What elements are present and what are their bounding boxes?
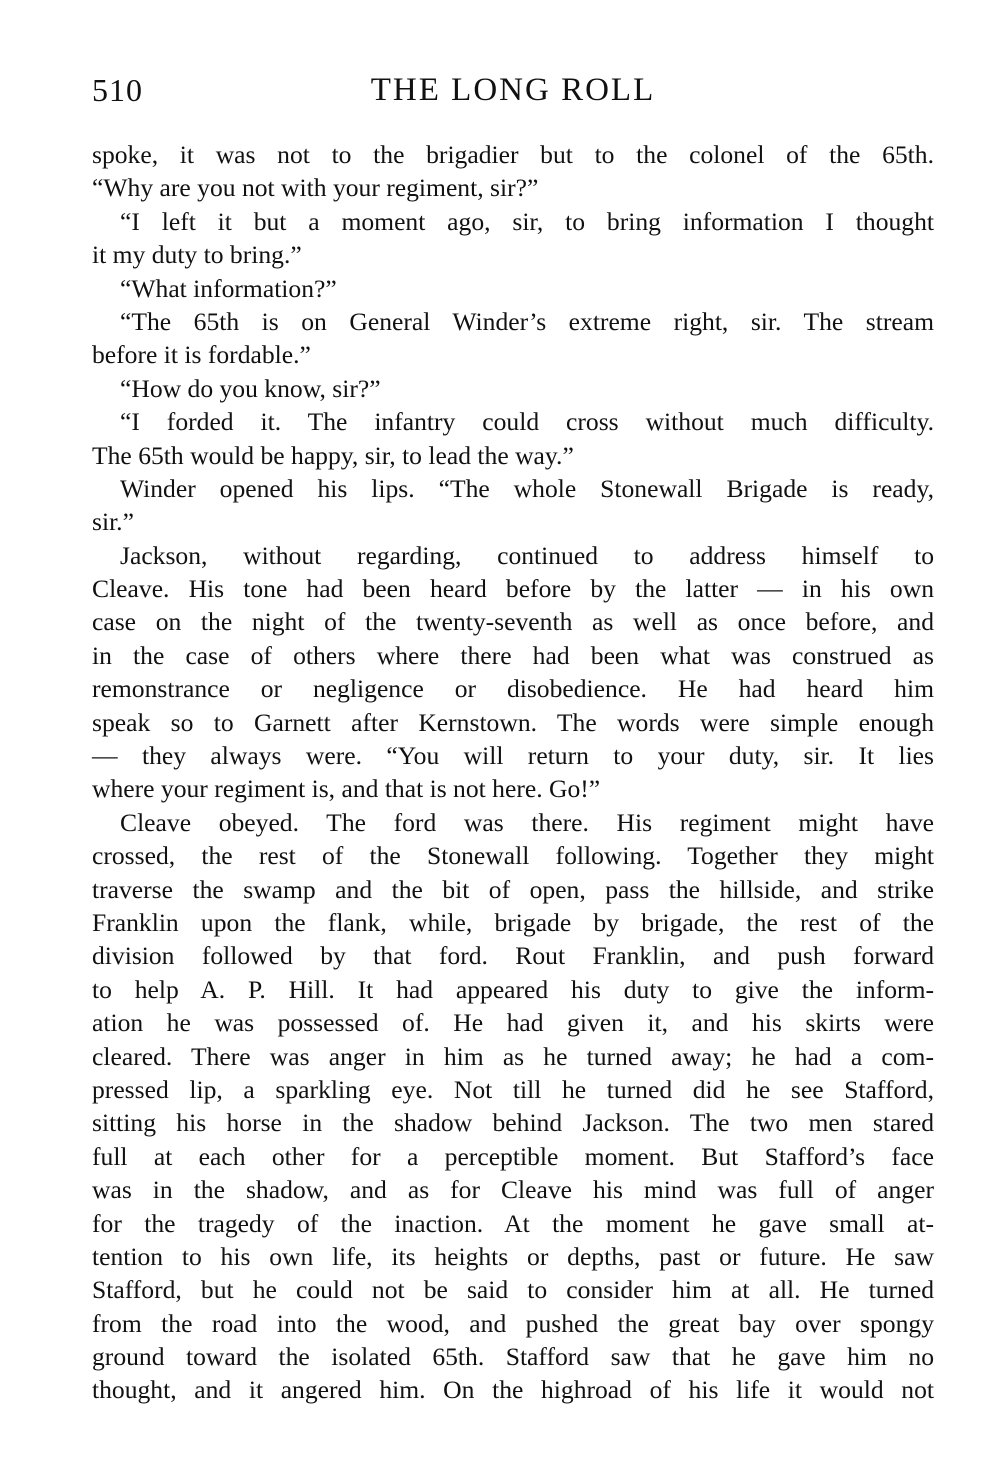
- text-line: “The 65th is on General Winder’s extreme right, sir. The stream: [120, 306, 934, 336]
- text-line: before it is fordable.”: [92, 340, 311, 370]
- text-line: ation he was possessed of. He had given it, and his skirts were: [92, 1008, 934, 1038]
- text-line: traverse the swamp and the bit of open, pass the hillside, and strike: [92, 874, 934, 904]
- text-line: it my duty to bring.”: [92, 240, 302, 270]
- text-line: — they always were. “You will return to your duty, sir. It lies: [92, 741, 934, 771]
- text-line: Cleave. His tone had been heard before by the latter — in his own: [92, 574, 934, 604]
- text-line: case on the night of the twenty-seventh as well as once before, and: [92, 607, 934, 637]
- text-line: where your regiment is, and that is not here. Go!”: [92, 774, 601, 804]
- text-line: sitting his horse in the shadow behind Jackson. The two men stared: [92, 1108, 934, 1138]
- text-line: for the tragedy of the inaction. At the moment he gave small at-: [92, 1208, 934, 1238]
- text-line: Winder opened his lips. “The whole Stonewall Brigade is ready,: [120, 473, 934, 503]
- text-line: ground toward the isolated 65th. Stafford saw that he gave him no: [92, 1342, 934, 1372]
- text-line: Franklin upon the flank, while, brigade by brigade, the rest of the: [92, 907, 934, 937]
- text-line: full at each other for a perceptible moment. But Stafford’s face: [92, 1141, 934, 1171]
- text-line: pressed lip, a sparkling eye. Not till he turned did he see Stafford,: [92, 1074, 934, 1104]
- text-line: The 65th would be happy, sir, to lead the way.”: [92, 440, 574, 470]
- text-line: division followed by that ford. Rout Franklin, and push forward: [92, 941, 934, 971]
- text-line: thought, and it angered him. On the highroad of his life it would not: [92, 1375, 934, 1405]
- text-line: to help A. P. Hill. It had appeared his duty to give the inform-: [92, 974, 934, 1004]
- body-text: [92, 138, 934, 1407]
- text-line: “I forded it. The infantry could cross without much difficulty.: [120, 407, 934, 437]
- text-line: crossed, the rest of the Stonewall following. Together they might: [92, 841, 934, 871]
- text-line: was in the shadow, and as for Cleave his mind was full of anger: [92, 1175, 934, 1205]
- text-line: from the road into the wood, and pushed the great bay over spongy: [92, 1308, 934, 1338]
- text-line: “What information?”: [120, 273, 337, 303]
- text-line: Jackson, without regarding, continued to address himself to: [120, 540, 934, 570]
- text-line: Stafford, but he could not be said to consider him at all. He turned: [92, 1275, 934, 1305]
- text-line: in the case of others where there had been what was construed as: [92, 640, 934, 670]
- text-line: “How do you know, sir?”: [120, 373, 381, 403]
- text-line: “Why are you not with your regiment, sir?”: [92, 173, 539, 203]
- text-line: Cleave obeyed. The ford was there. His regiment might have: [120, 807, 934, 837]
- text-line: “I left it but a moment ago, sir, to bring information I thought: [120, 206, 934, 236]
- page-number: 510: [92, 72, 143, 108]
- page-header: [92, 72, 934, 112]
- text-line: spoke, it was not to the brigadier but to the colonel of the 65th.: [92, 140, 934, 169]
- text-line: speak so to Garnett after Kernstown. The words were simple enough: [92, 707, 934, 737]
- text-line: cleared. There was anger in him as he turned away; he had a com-: [92, 1041, 934, 1071]
- text-line: sir.”: [92, 507, 134, 537]
- running-title: THE LONG ROLL: [370, 72, 656, 108]
- text-line: remonstrance or negligence or disobedience. He had heard him: [92, 674, 934, 704]
- text-line: tention to his own life, its heights or depths, past or future. He saw: [92, 1241, 934, 1271]
